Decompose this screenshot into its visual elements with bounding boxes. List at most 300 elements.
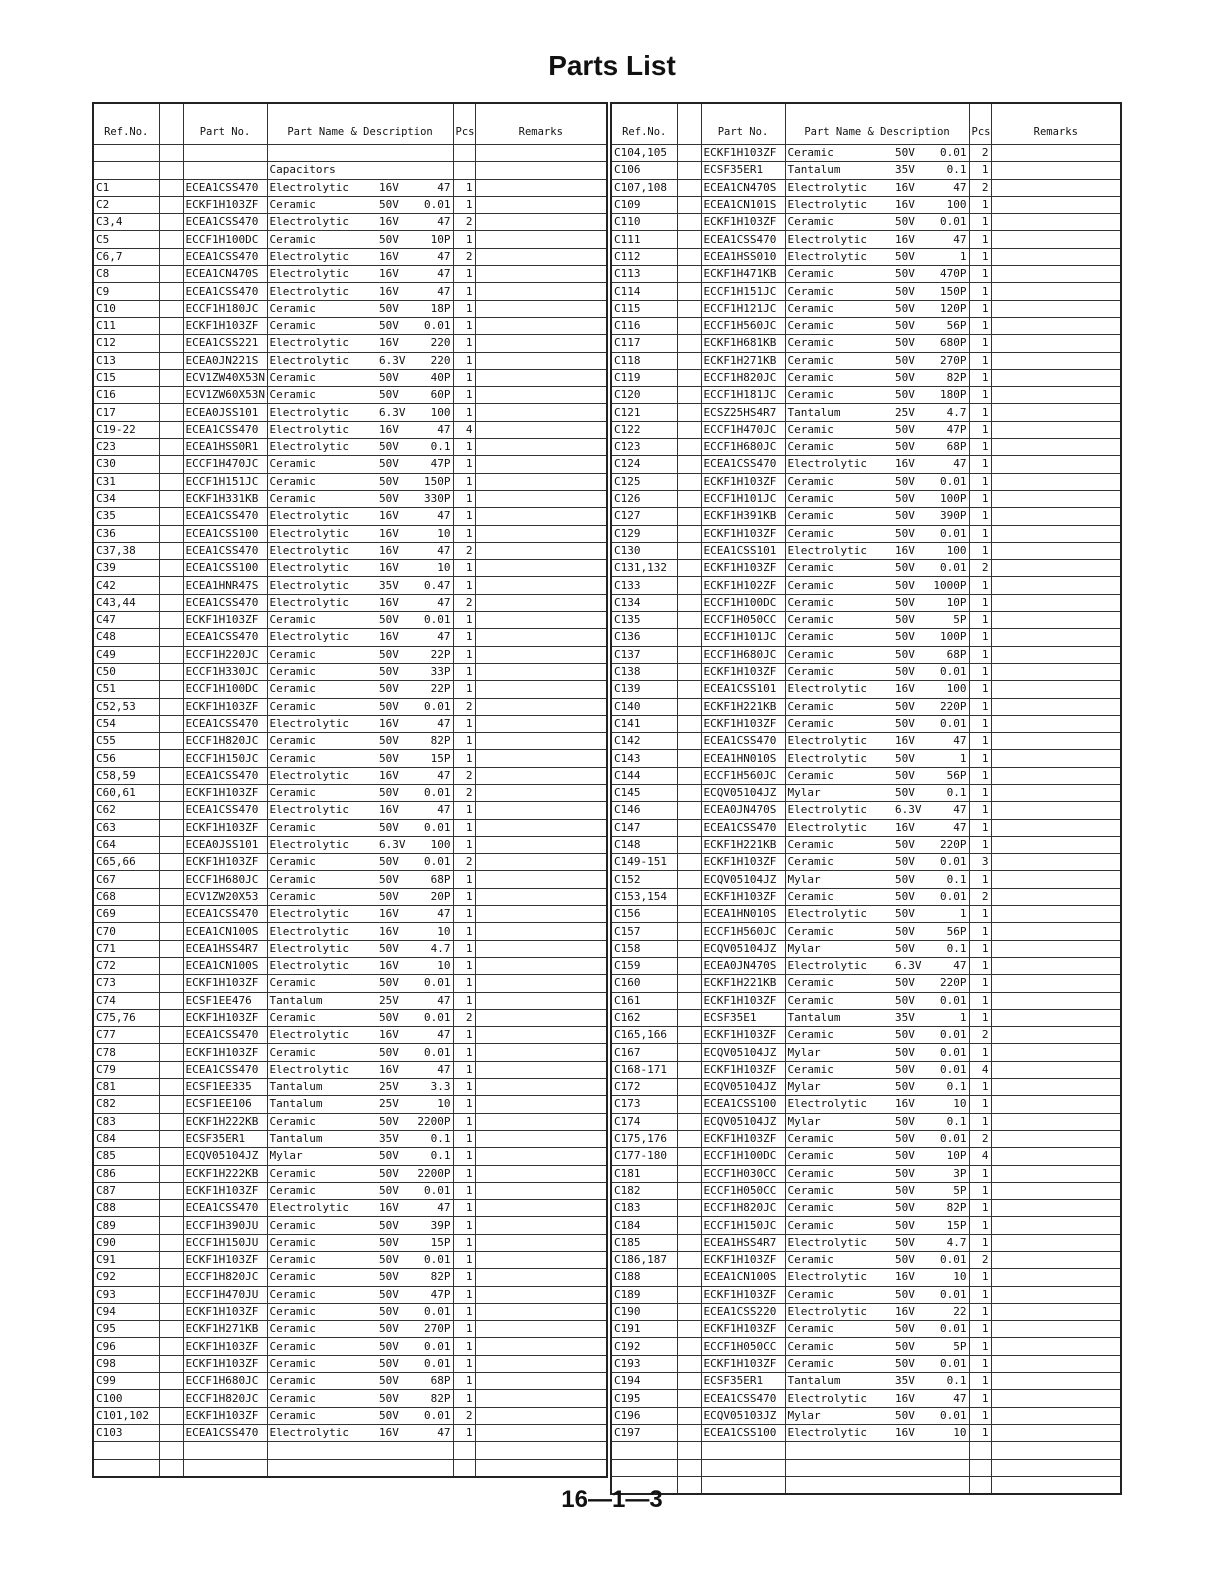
part-no-cell: ECKF1H103ZF [701,1252,785,1269]
voltage-cell: 16V [893,1390,923,1407]
ref-no-cell: C146 [611,802,677,819]
table-row [93,1079,607,1096]
remarks-cell [991,594,1121,611]
table-row [611,1269,1121,1286]
spacer-cell [159,1373,183,1390]
value-cell: 0.01 [923,715,969,732]
spacer-cell [159,456,183,473]
part-no-cell: ECSF35E1 [701,1009,785,1026]
voltage-cell: 16V [893,819,923,836]
table-row [611,231,1121,248]
pcs-cell [969,1442,991,1459]
remarks-cell [991,179,1121,196]
part-no-cell: ECKF1H103ZF [701,560,785,577]
remarks-cell [475,490,607,507]
ref-no-cell: C165,166 [611,1027,677,1044]
part-no-cell: ECQV05104JZ [701,1079,785,1096]
voltage-cell: 50V [893,854,923,871]
remarks-cell [475,698,607,715]
part-no-cell: ECCF1H100DC [701,1148,785,1165]
remarks-cell [475,1407,607,1424]
table-row [93,906,607,923]
remarks-cell [475,854,607,871]
voltage-cell: 16V [377,923,407,940]
value-cell: 22P [407,681,453,698]
voltage-cell: 35V [893,1373,923,1390]
description-cell: Electrolytic [267,836,377,853]
ref-no-cell: C15 [93,369,159,386]
table-row [93,1321,607,1338]
part-no-cell: ECQV05104JZ [701,784,785,801]
value-cell: 390P [923,508,969,525]
voltage-cell: 50V [893,767,923,784]
remarks-cell [475,802,607,819]
description-cell: Ceramic [267,871,377,888]
part-no-cell: ECKF1H103ZF [183,1252,267,1269]
spacer-cell [159,1355,183,1372]
description-cell: Ceramic [267,681,377,698]
value-cell: 47 [923,1390,969,1407]
pcs-cell: 1 [453,1373,475,1390]
remarks-cell [991,283,1121,300]
description-cell: Mylar [267,1148,377,1165]
value-cell: 10 [407,560,453,577]
spacer-cell [677,1424,701,1441]
value-cell: 47 [923,802,969,819]
pcs-cell: 1 [969,439,991,456]
ref-no-cell: C92 [93,1269,159,1286]
pcs-cell: 1 [969,369,991,386]
spacer-cell [677,508,701,525]
page-title: Parts List [548,50,676,81]
description-cell: Ceramic [785,663,893,680]
remarks-cell [991,1269,1121,1286]
voltage-cell: 16V [377,906,407,923]
value-cell: 47 [407,179,453,196]
value-cell: 68P [407,871,453,888]
spacer-cell [159,1321,183,1338]
table-row [611,733,1121,750]
remarks-cell [475,1373,607,1390]
ref-no-cell: C23 [93,439,159,456]
part-no-cell: ECKF1H391KB [701,508,785,525]
remarks-cell [991,992,1121,1009]
spacer-cell [159,490,183,507]
description-cell: Ceramic [267,1303,377,1320]
value-cell: 0.01 [923,145,969,162]
part-no-cell: ECEA1CN100S [183,923,267,940]
remarks-cell [475,300,607,317]
part-no-cell: ECKF1H103ZF [701,888,785,905]
ref-no-cell: C43,44 [93,594,159,611]
pcs-cell: 1 [969,317,991,334]
remarks-cell [475,456,607,473]
voltage-cell: 50V [893,1234,923,1251]
ref-no-cell: C144 [611,767,677,784]
voltage-cell: 16V [377,179,407,196]
voltage-cell: 50V [893,1165,923,1182]
remarks-cell [475,1321,607,1338]
part-no-cell: ECSF1EE335 [183,1079,267,1096]
pcs-cell: 1 [453,612,475,629]
pcs-cell: 1 [969,1200,991,1217]
voltage-cell [377,1459,407,1477]
spacer-cell [677,871,701,888]
part-no-cell: ECEA1HSS010 [701,248,785,265]
part-no-cell: ECQV05104JZ [701,1044,785,1061]
ref-no-cell: C148 [611,836,677,853]
ref-no-cell: C112 [611,248,677,265]
ref-no-cell: C127 [611,508,677,525]
table-row [93,629,607,646]
part-no-cell: ECKF1H271KB [183,1321,267,1338]
voltage-cell: 50V [893,335,923,352]
part-no-cell: ECSZ25HS4R7 [701,404,785,421]
remarks-cell [991,1165,1121,1182]
value-cell: 100P [923,490,969,507]
voltage-cell: 50V [893,248,923,265]
ref-no-cell: C159 [611,957,677,974]
part-no-cell: ECCF1H820JC [701,369,785,386]
spacer-cell [677,1217,701,1234]
value-cell: 47 [407,1061,453,1078]
pcs-cell [453,1442,475,1459]
part-no-cell: ECEA1CSS470 [701,231,785,248]
remarks-cell [475,387,607,404]
pcs-cell: 1 [453,1130,475,1147]
description-cell: Ceramic [785,335,893,352]
voltage-cell: 50V [893,1355,923,1372]
spacer-cell [159,1096,183,1113]
voltage-cell: 16V [377,214,407,231]
voltage-cell: 50V [893,1321,923,1338]
ref-no-cell: C70 [93,923,159,940]
description-cell: Ceramic [267,663,377,680]
part-no-cell: ECKF1H103ZF [183,975,267,992]
voltage-cell: 50V [893,145,923,162]
part-no-cell: ECKF1H221KB [701,975,785,992]
voltage-cell: 16V [893,681,923,698]
table-row [611,594,1121,611]
value-cell: 47 [407,248,453,265]
description-cell: Mylar [785,940,893,957]
ref-no-cell: C5 [93,231,159,248]
voltage-cell: 50V [893,1200,923,1217]
spacer-cell [159,352,183,369]
spacer-cell [677,594,701,611]
part-no-cell: ECEA1CSS101 [701,542,785,559]
spacer-cell [677,439,701,456]
spacer-cell [677,1390,701,1407]
value-cell: 47 [407,906,453,923]
ref-no-cell [93,1442,159,1459]
spacer-cell [159,698,183,715]
remarks-cell [475,439,607,456]
spacer-cell [159,387,183,404]
description-cell: Electrolytic [785,196,893,213]
table-row [93,646,607,663]
value-cell: 0.1 [923,1079,969,1096]
ref-no-cell: C109 [611,196,677,213]
voltage-cell: 50V [893,387,923,404]
remarks-cell [991,266,1121,283]
spacer-cell [159,594,183,611]
pcs-cell: 1 [453,629,475,646]
part-no-cell: ECKF1H102ZF [701,577,785,594]
pcs-cell: 2 [969,560,991,577]
ref-no-cell: C56 [93,750,159,767]
part-no-cell: ECCF1H470JC [701,421,785,438]
spacer-cell [159,663,183,680]
value-cell: 0.01 [407,317,453,334]
spacer-cell [159,1303,183,1320]
table-row [611,456,1121,473]
ref-no-cell: C121 [611,404,677,421]
description-cell: Ceramic [785,629,893,646]
pcs-cell: 1 [969,1338,991,1355]
part-no-cell: ECCF1H820JC [183,1390,267,1407]
ref-no-cell: C173 [611,1096,677,1113]
ref-no-cell: C82 [93,1096,159,1113]
voltage-cell: 50V [377,1321,407,1338]
remarks-cell [475,266,607,283]
table-row [93,888,607,905]
description-cell: Ceramic [785,369,893,386]
voltage-cell [377,1442,407,1459]
table-row [93,1027,607,1044]
description-cell: Ceramic [785,317,893,334]
ref-no-cell: C81 [93,1079,159,1096]
part-no-cell: ECKF1H222KB [183,1113,267,1130]
part-no-cell: ECKF1H103ZF [183,1303,267,1320]
spacer-cell [159,1148,183,1165]
voltage-cell: 50V [893,1217,923,1234]
voltage-cell: 16V [377,283,407,300]
value-cell: 0.01 [407,819,453,836]
ref-no-cell: C58,59 [93,767,159,784]
table-row [611,283,1121,300]
part-no-cell: ECCF1H151JC [701,283,785,300]
remarks-cell [475,1182,607,1199]
value-cell: 47 [407,214,453,231]
voltage-cell: 50V [893,750,923,767]
voltage-cell: 35V [893,1009,923,1026]
ref-no-cell: C19-22 [93,421,159,438]
table-row [93,387,607,404]
pcs-cell: 1 [969,508,991,525]
pcs-cell: 2 [453,784,475,801]
remarks-cell [991,1061,1121,1078]
spacer-cell [159,196,183,213]
table-row [93,404,607,421]
voltage-cell: 25V [377,992,407,1009]
value-cell: 68P [923,439,969,456]
voltage-cell: 50V [377,196,407,213]
value-cell: 10 [923,1096,969,1113]
table-header-row [93,103,607,145]
part-no-cell: ECKF1H103ZF [701,1061,785,1078]
value-cell: 60P [407,387,453,404]
pcs-cell: 1 [969,975,991,992]
description-cell: Ceramic [267,1407,377,1424]
table-row [611,1252,1121,1269]
description-cell: Electrolytic [267,248,377,265]
description-cell: Electrolytic [785,957,893,974]
part-no-cell [701,1442,785,1459]
value-cell: 56P [923,767,969,784]
value-cell: 5P [923,612,969,629]
pcs-cell: 1 [453,490,475,507]
voltage-cell: 50V [893,439,923,456]
remarks-header: Remarks [475,103,607,145]
ref-no-cell: C157 [611,923,677,940]
spacer-cell [159,715,183,732]
remarks-cell [991,335,1121,352]
pcs-cell: 1 [969,283,991,300]
ref-no-cell: C185 [611,1234,677,1251]
value-cell: 47 [923,819,969,836]
table-row [611,300,1121,317]
description-cell: Ceramic [785,888,893,905]
part-no-cell: ECEA0JN470S [701,957,785,974]
value-cell: 10 [923,1424,969,1441]
ref-no-cell: C12 [93,335,159,352]
value-cell: 0.01 [923,1130,969,1147]
remarks-cell [475,1027,607,1044]
remarks-cell [991,802,1121,819]
table-row [93,854,607,871]
description-cell: Ceramic [267,733,377,750]
pcs-cell: 1 [969,1182,991,1199]
spacer-cell [159,992,183,1009]
description-cell: Electrolytic [785,733,893,750]
description-cell: Tantalum [785,1373,893,1390]
spacer-cell [677,1373,701,1390]
value-cell: 0.01 [407,1182,453,1199]
pcs-cell: 1 [453,560,475,577]
remarks-cell [991,646,1121,663]
spacer-cell [677,196,701,213]
part-no-cell: ECEA1CSS100 [183,525,267,542]
spacer-cell [677,906,701,923]
voltage-cell: 50V [377,1269,407,1286]
description-cell: Electrolytic [785,750,893,767]
remarks-cell [991,1096,1121,1113]
description-cell: Electrolytic [267,594,377,611]
voltage-cell: 50V [893,490,923,507]
remarks-cell [991,1113,1121,1130]
spacer-cell [677,162,701,179]
ref-no-cell: C95 [93,1321,159,1338]
pcs-cell: 1 [969,646,991,663]
value-cell: 10 [407,525,453,542]
description-cell: Mylar [785,1044,893,1061]
spacer-cell [159,231,183,248]
ref-no-cell: C141 [611,715,677,732]
spacer-cell [677,975,701,992]
remarks-cell [991,612,1121,629]
remarks-cell [991,663,1121,680]
ref-no-cell: C107,108 [611,179,677,196]
description-cell: Electrolytic [267,335,377,352]
value-cell: 5P [923,1338,969,1355]
remarks-cell [475,508,607,525]
pcs-cell: 1 [969,525,991,542]
description-cell: Ceramic [785,767,893,784]
spacer-cell [159,1217,183,1234]
spacer-cell [159,179,183,196]
table-row [93,1407,607,1424]
part-no-cell: ECEA1HNR47S [183,577,267,594]
table-row [611,629,1121,646]
value-cell: 150P [407,473,453,490]
voltage-cell: 50V [893,594,923,611]
remarks-cell [991,317,1121,334]
pcs-cell: 3 [969,854,991,871]
description-cell: Ceramic [267,854,377,871]
part-no-cell: ECKF1H103ZF [701,663,785,680]
table-row [93,542,607,559]
description-cell: Ceramic [267,1252,377,1269]
value-cell: 220 [407,335,453,352]
remarks-cell [475,663,607,680]
pcs-cell: 1 [969,1234,991,1251]
table-row [611,387,1121,404]
value-cell: 15P [407,1234,453,1251]
ref-no-cell: C71 [93,940,159,957]
remarks-cell [475,940,607,957]
part-no-cell: ECQV05104JZ [701,940,785,957]
ref-no-cell: C123 [611,439,677,456]
spacer-cell [677,1442,701,1459]
table-row [611,1424,1121,1441]
remarks-cell [475,560,607,577]
part-no-cell: ECKF1H103ZF [701,145,785,162]
pcs-cell: 2 [453,542,475,559]
ref-no-cell: C191 [611,1321,677,1338]
part-no-cell: ECQV05104JZ [183,1148,267,1165]
description-cell: Ceramic [267,1355,377,1372]
part-no-cell: ECV1ZW60X53N [183,387,267,404]
part-no-cell: ECKF1H103ZF [183,1355,267,1372]
voltage-cell [893,1459,923,1476]
spacer-cell [677,1407,701,1424]
part-no-cell: ECCF1H100DC [183,681,267,698]
voltage-cell [893,1442,923,1459]
voltage-cell: 16V [893,1269,923,1286]
description-cell: Ceramic [785,560,893,577]
ref-no-cell: C55 [93,733,159,750]
spacer-cell [159,300,183,317]
pcs-cell: 2 [969,888,991,905]
table-row [93,1200,607,1217]
voltage-cell: 16V [377,525,407,542]
voltage-cell: 16V [893,231,923,248]
table-row [93,1338,607,1355]
table-row [611,1165,1121,1182]
remarks-cell [475,923,607,940]
pcs-cell: 1 [969,923,991,940]
pcs-cell: 4 [969,1148,991,1165]
value-cell: 2200P [407,1165,453,1182]
spacer-cell [159,525,183,542]
value-cell: 10P [407,231,453,248]
remarks-cell [991,1217,1121,1234]
spacer-cell [159,681,183,698]
ref-no-header: Ref.No. [611,103,677,145]
pcs-cell: 1 [453,369,475,386]
voltage-cell: 50V [377,231,407,248]
